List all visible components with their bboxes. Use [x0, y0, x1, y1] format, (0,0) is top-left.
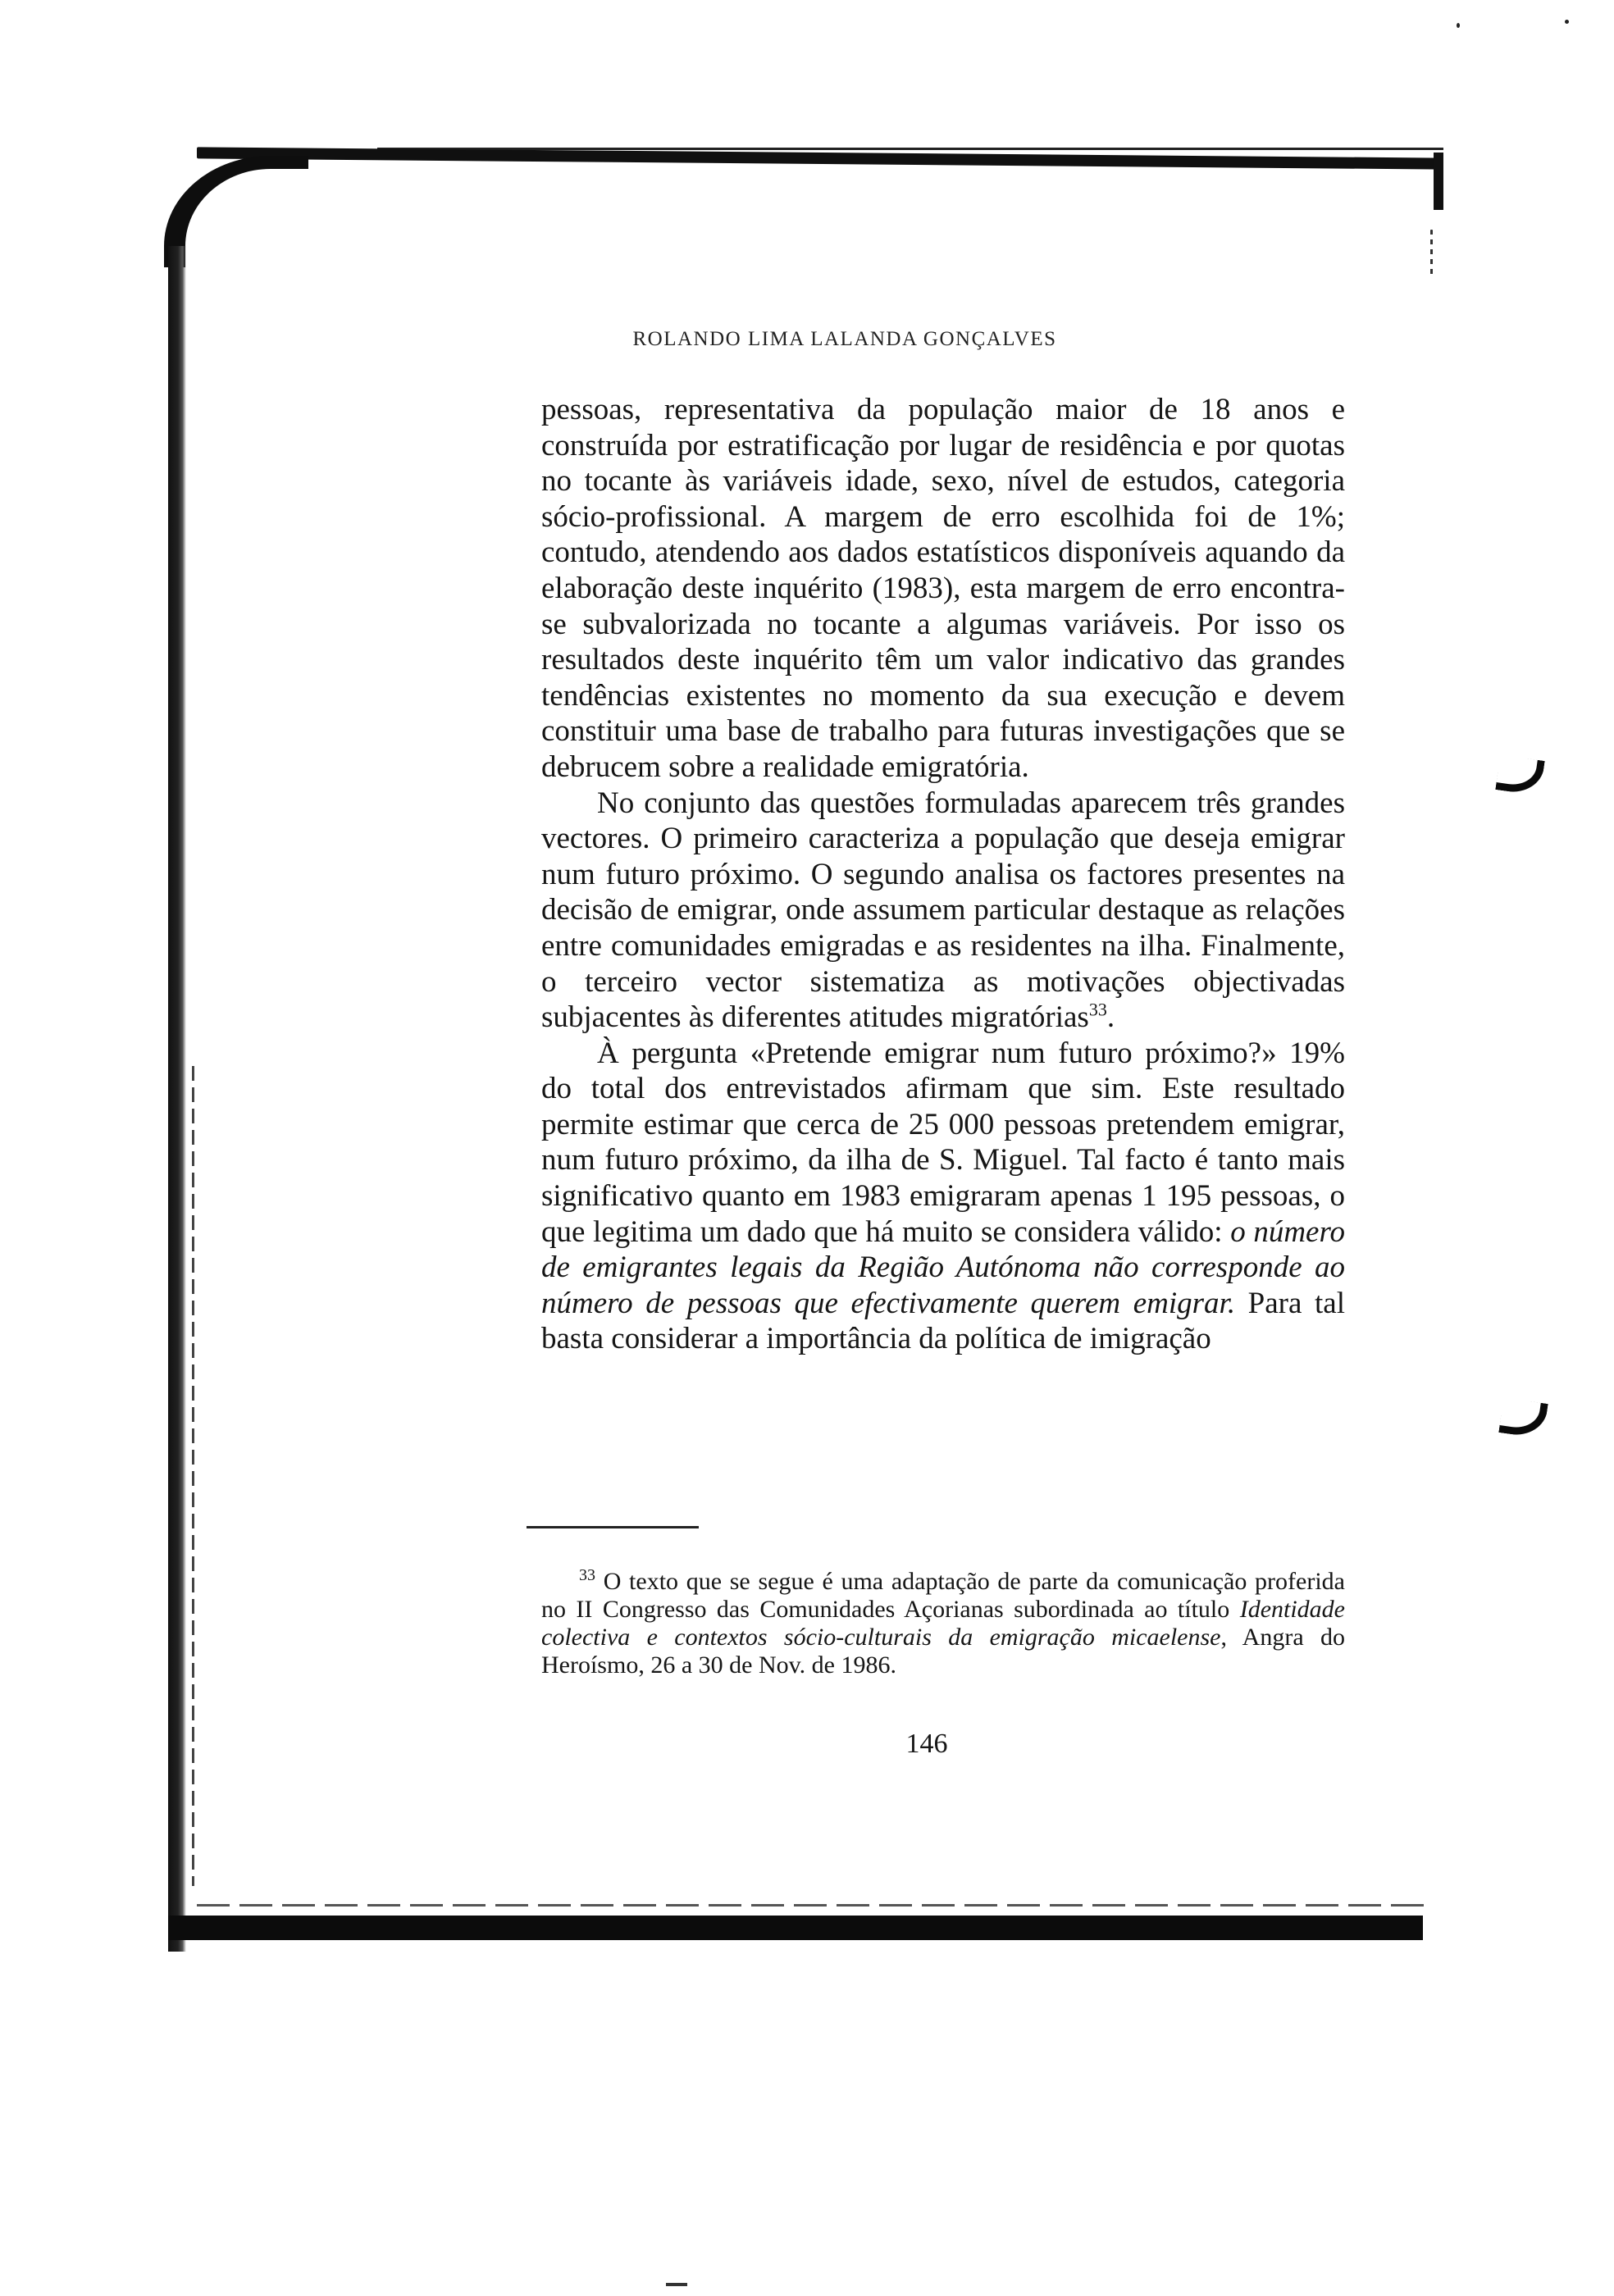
paragraph-3-end: Para tal basta considerar a importância da política de imigração	[541, 1286, 1346, 1356]
scan-border-left	[168, 246, 186, 1952]
running-head: ROLANDO LIMA LALANDA GONÇALVES	[632, 328, 1057, 350]
page-number: 146	[905, 1729, 948, 1759]
scan-border-right-stub	[1434, 153, 1443, 210]
scan-speck	[1430, 230, 1433, 279]
paragraph-2-text: No conjunto das questões formuladas aparecem três grandes vectores. O primeiro caracteriza a população que deseja emigrar num futuro próximo. O segundo analisa os factores presentes na decisão de emigrar, onde assumem particular destaque as relações entre comunidades emigradas e as residentes na ilha. Finalmente, o terceiro vector sistematiza as motivações objectivadas subjacentes às diferentes atitudes migratórias	[541, 786, 1345, 1035]
paragraph-3-text: À pergunta «Pretende emigrar num futuro próximo?» 19% do total dos entrevistados afirmam que sim. Este resultado permite estimar que cerca de 25 000 pessoas pretendem emigrar, num futuro próximo, da ilha de S. Miguel. Tal facto é tanto mais significativo quanto em 1983 emigraram apenas 1 195 pessoas, o que legitima um dado que há muito se considera válido:	[541, 1036, 1345, 1249]
paragraph-2-end: .	[1106, 1000, 1115, 1035]
footnote	[541, 1568, 1345, 1679]
paragraph-2	[541, 786, 1345, 1036]
scan-border-left-thin	[192, 1066, 194, 1886]
body-text	[541, 392, 1345, 1357]
footnote-reference: 33	[1088, 999, 1107, 1020]
scan-hook-mark	[1495, 754, 1544, 795]
footnote-number: 33	[579, 1566, 595, 1584]
scan-border-top	[197, 147, 1443, 169]
footnote-text: O texto que se segue é uma adaptação de parte da comunicação proferida no II Congresso das Comunidades Açorianas subordinada ao título	[541, 1568, 1345, 1623]
scan-speck	[1565, 20, 1569, 24]
scan-speck	[1457, 23, 1460, 28]
scan-hook-mark	[1498, 1397, 1548, 1438]
paragraph-1: pessoas, representativa da população maior de 18 anos e construída por estratificação por lugar de residência e por quotas no tocante às variáveis idade, sexo, nível de estudos, categoria sócio-profissional. A margem de erro escolhida foi de 1%; contudo, atendendo aos dados estatísticos disponíveis aquando da elaboração deste inquérito (1983), esta margem de erro encontra-se subvalorizada no tocante a algumas variáveis. Por isso os resultados deste inquérito têm um valor indicativo das grandes tendências existentes no momento da sua execução e devem constituir uma base de trabalho para futuras investigações que se debrucem sobre a realidade emigratória.	[541, 393, 1345, 784]
footnote-rule	[527, 1526, 699, 1528]
footnote-title: Identidade colectiva e contextos sócio-culturais da emigração micaelense	[541, 1596, 1345, 1651]
scan-speck	[666, 2283, 687, 2286]
footnote-text-end: , Angra do Heroísmo, 26 a 30 de Nov. de 1986.	[541, 1624, 1345, 1679]
scan-border-bottom-thin	[197, 1904, 1427, 1906]
scan-border-bottom	[168, 1916, 1423, 1940]
paragraph-3-italic: o número de emigrantes legais da Região Autónoma não corresponde ao número de pessoas que efectivamente querem emigrar.	[541, 1214, 1346, 1320]
paragraph-3	[541, 1036, 1345, 1357]
